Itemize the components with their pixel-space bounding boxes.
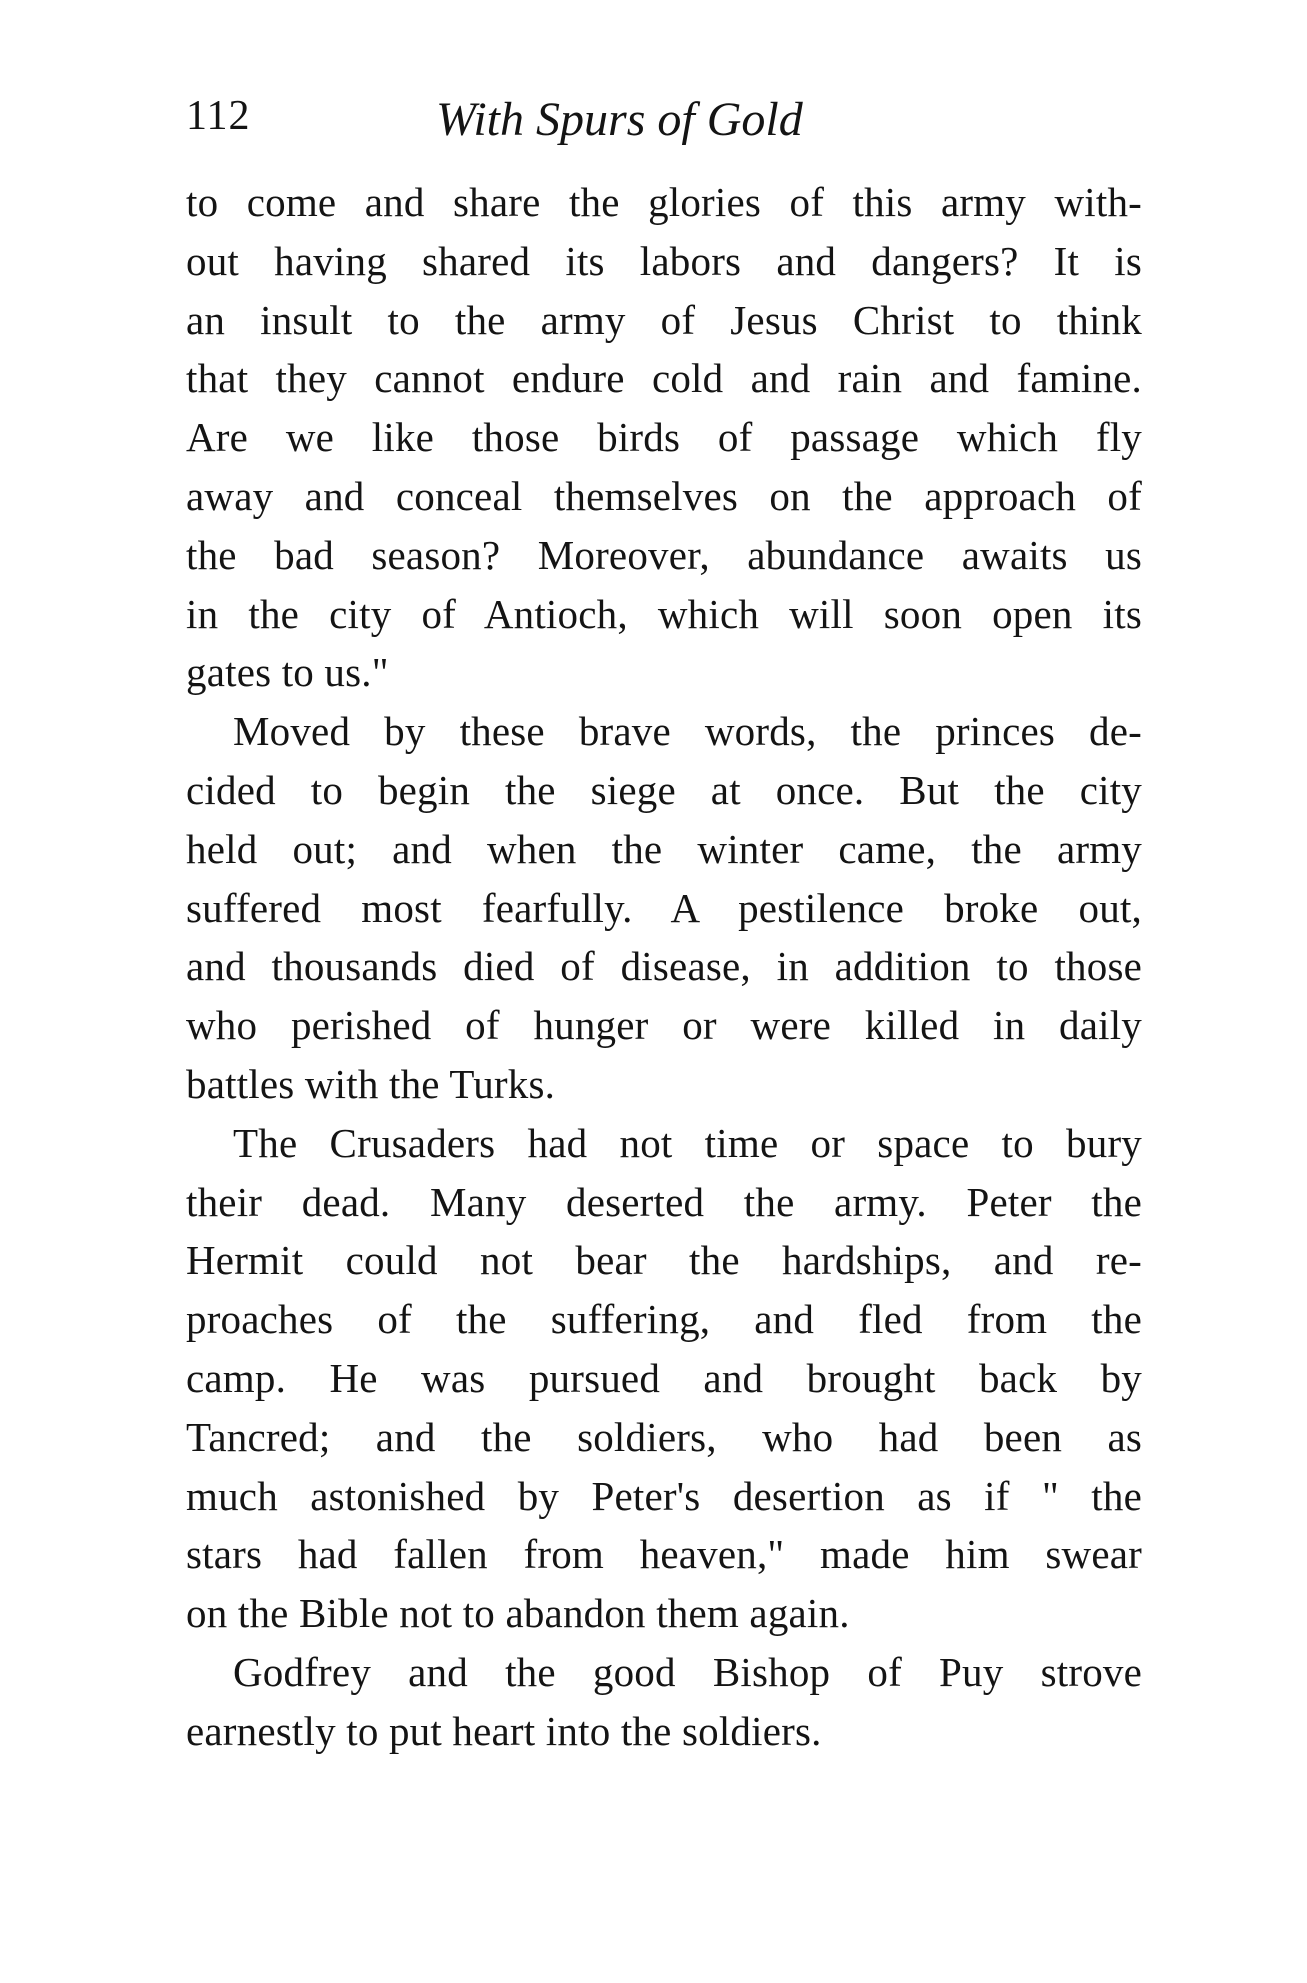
text-line: an insult to the army of Jesus Christ to think xyxy=(186,296,1142,343)
text-line: the bad season? Moreover, abundance awaits us xyxy=(186,531,1142,578)
text-line: much astonished by Peter's desertion as if " the xyxy=(186,1472,1142,1519)
paragraph-2 xyxy=(186,702,1142,1114)
text-block xyxy=(186,173,1142,1761)
paragraph-1 xyxy=(186,173,1142,702)
text-line: Moved by these brave words, the princes de- xyxy=(233,708,1142,755)
paragraph-4 xyxy=(186,1643,1142,1761)
text-line: Tancred; and the soldiers, who had been as xyxy=(186,1413,1142,1460)
text-line: to come and share the glories of this army with- xyxy=(186,179,1142,225)
running-head xyxy=(186,92,1146,152)
text-line: that they cannot endure cold and rain and famine. xyxy=(186,355,1142,402)
text-line: out having shared its labors and dangers? It is xyxy=(186,237,1142,284)
text-line: held out; and when the winter came, the army xyxy=(186,825,1142,872)
text-line: on the Bible not to abandon them again. xyxy=(186,1590,850,1637)
page-number: 112 xyxy=(186,93,251,139)
text-line: battles with the Turks. xyxy=(186,1060,556,1107)
running-title: With Spurs of Gold xyxy=(436,93,803,146)
text-line: away and conceal themselves on the approach of xyxy=(186,472,1142,519)
text-line: suffered most fearfully. A pestilence broke out, xyxy=(186,884,1142,931)
text-line: who perished of hunger or were killed in daily xyxy=(186,1002,1142,1049)
text-line: in the city of Antioch, which will soon open its xyxy=(186,590,1142,637)
text-line: earnestly to put heart into the soldiers. xyxy=(186,1707,822,1754)
text-line: camp. He was pursued and brought back by xyxy=(186,1354,1142,1401)
text-line: cided to begin the siege at once. But the city xyxy=(186,766,1142,813)
text-line: The Crusaders had not time or space to bury xyxy=(233,1119,1142,1166)
text-line: stars had fallen from heaven," made him swear xyxy=(186,1531,1142,1578)
text-line: and thousands died of disease, in addition to those xyxy=(186,943,1142,990)
text-line: their dead. Many deserted the army. Peter the xyxy=(186,1178,1142,1225)
text-line: gates to us." xyxy=(186,649,389,696)
paragraph-3 xyxy=(186,1114,1142,1643)
text-line: Godfrey and the good Bishop of Puy strove xyxy=(233,1648,1142,1695)
text-line: proaches of the suffering, and fled from the xyxy=(186,1296,1142,1343)
text-line: Are we like those birds of passage which fly xyxy=(186,414,1142,461)
text-line: Hermit could not bear the hardships, and re- xyxy=(186,1237,1142,1284)
